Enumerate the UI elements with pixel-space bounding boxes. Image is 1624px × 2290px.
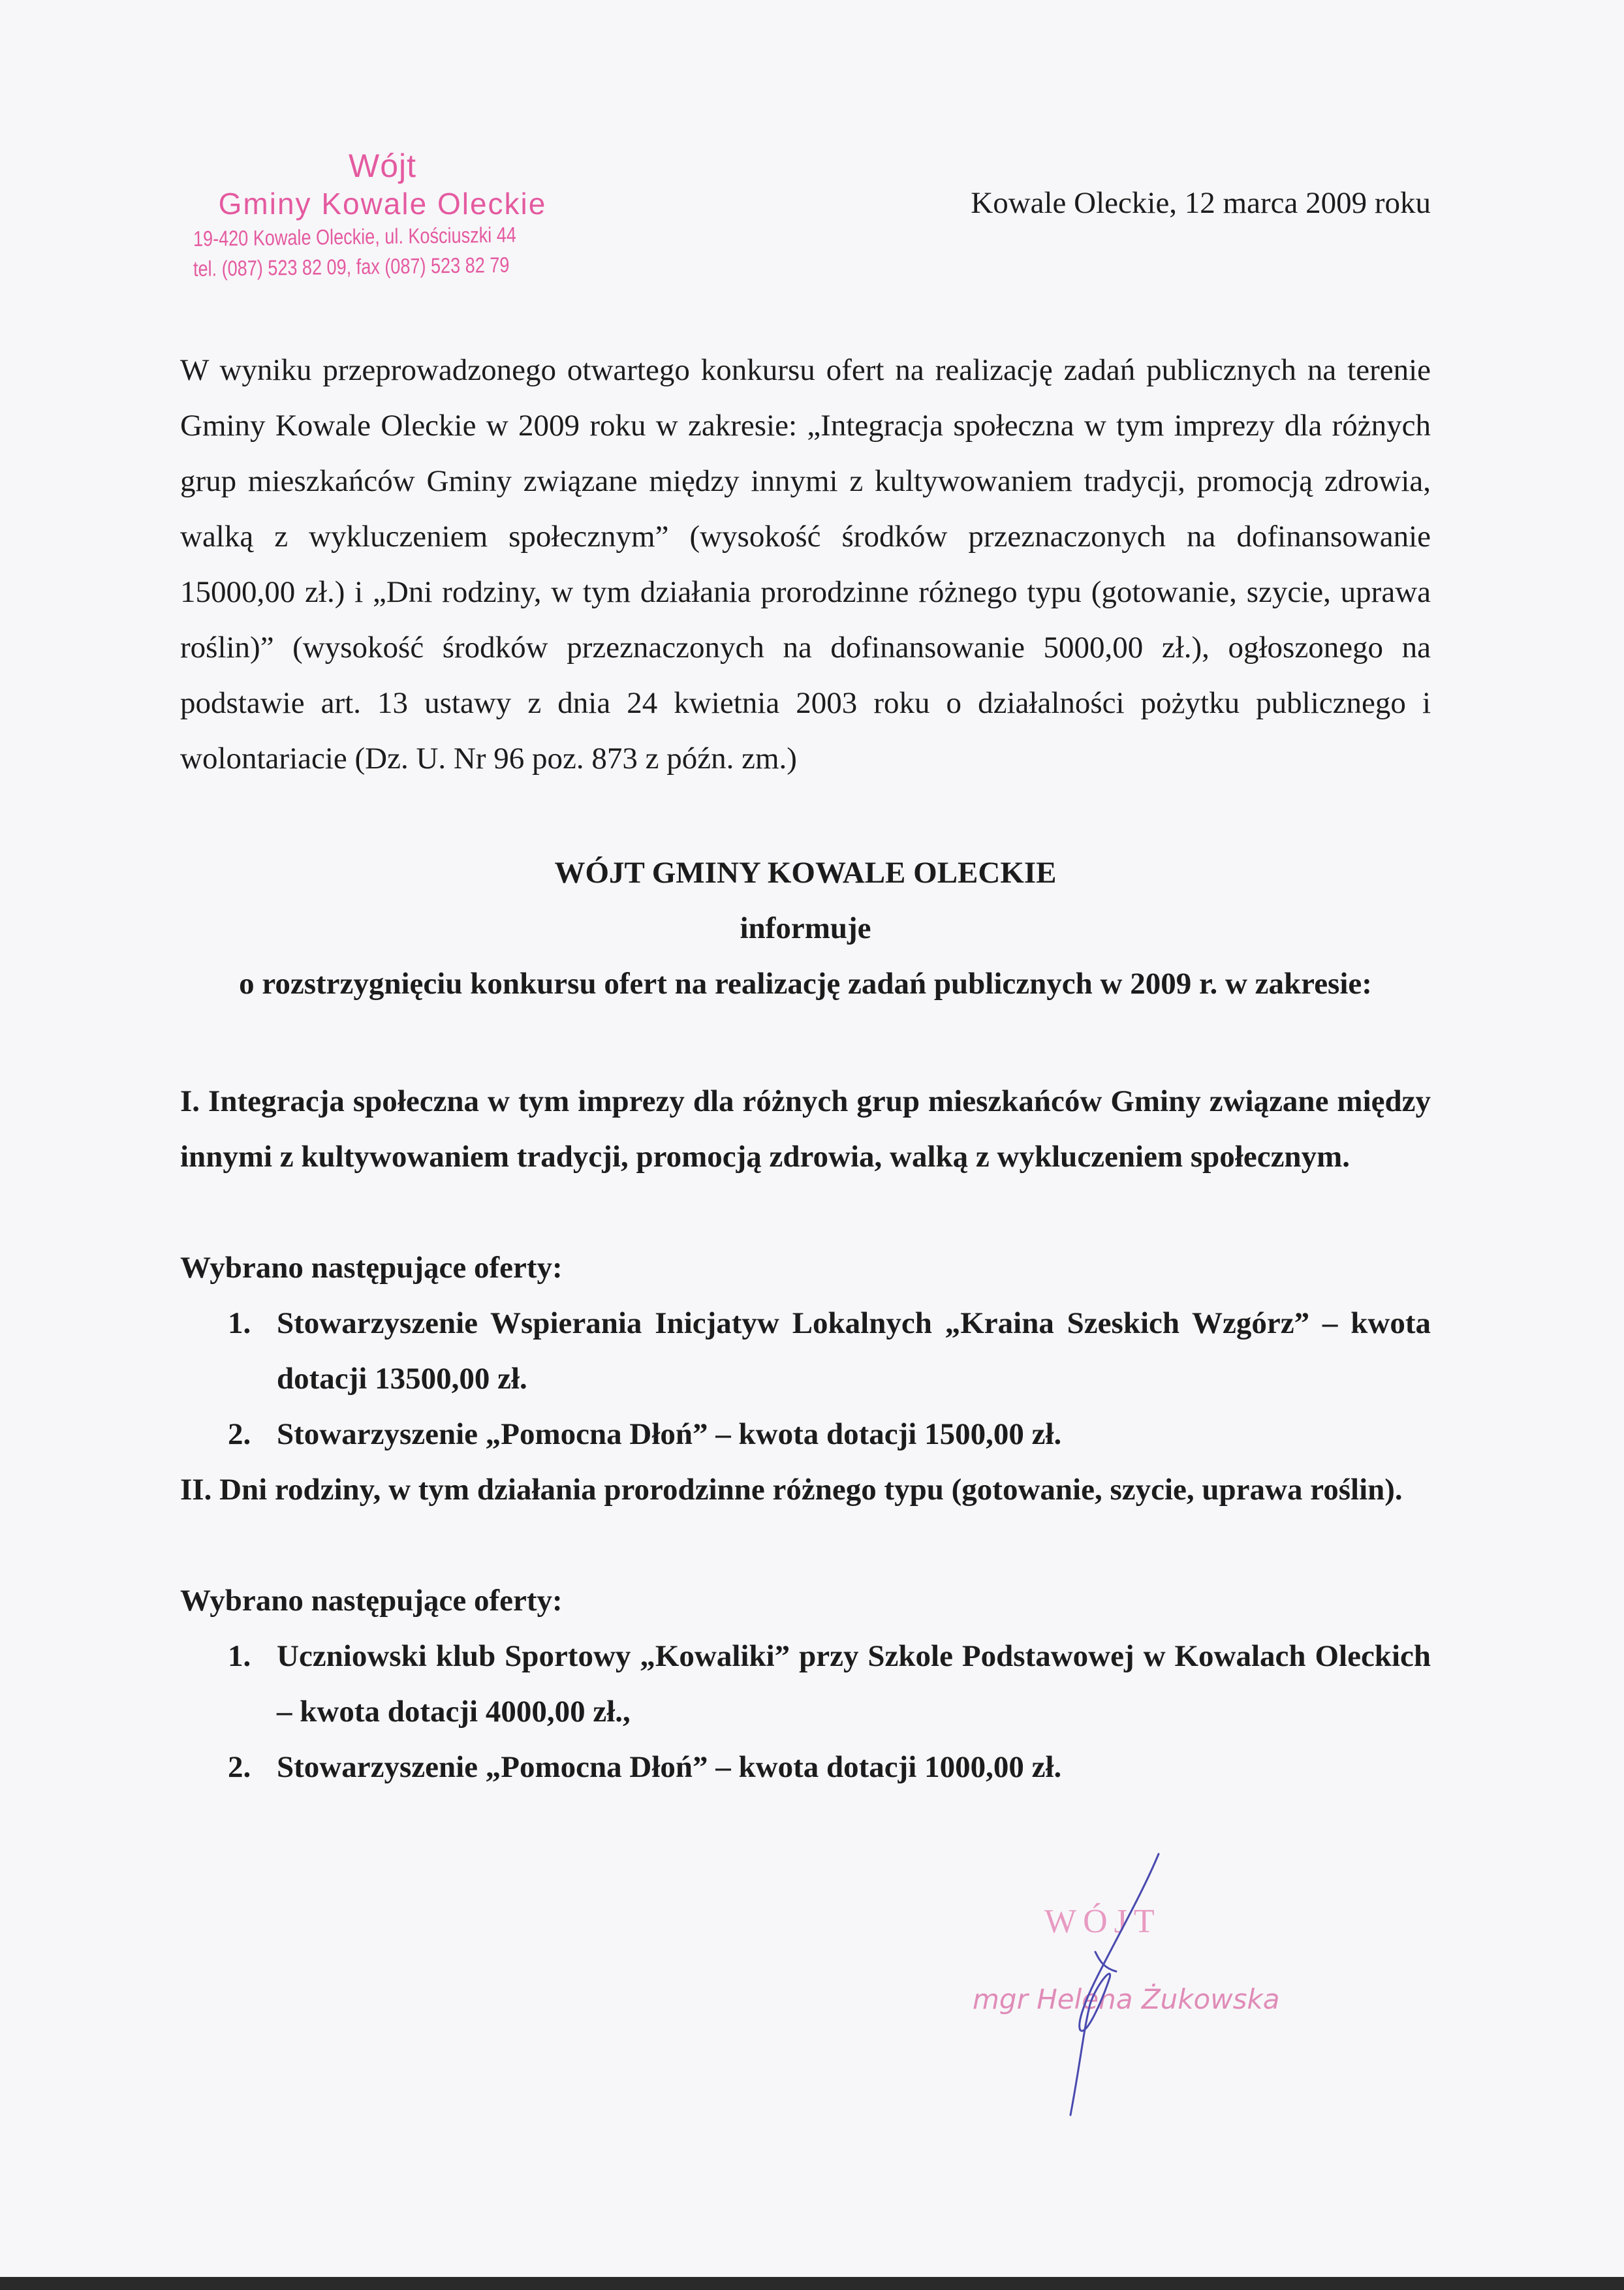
- list-item: [180, 1296, 1431, 1407]
- list-item-text: Stowarzyszenie „Pomocna Dłoń” – kwota dotacji 1500,00 zł.: [277, 1417, 1062, 1451]
- announcement-verb: informuje: [740, 911, 871, 945]
- stamp-subtitle: Gminy Kowale Oleckie: [218, 187, 547, 221]
- list-item-number: 2.: [228, 1417, 251, 1451]
- stamp-title: Wójt: [349, 148, 416, 184]
- list-item: [180, 1407, 1431, 1462]
- intro-paragraph: W wyniku przeprowadzonego otwartego konkursu ofert na realizację zadań publicznych na terenie Gminy Kowale Oleckie w 2009 roku w zakresie: „Integracja społeczna w tym imprezy dla różnych grup mieszkańców Gminy związane między innymi z kultywowaniem tradycji, promocją zdrowia, walką z wykluczeniem społecznym” (wysokość środków przeznaczonych na dofinansowanie 15000,00 zł.) i „Dni rodziny, w tym działania prorodzinne różnego typu (gotowanie, szycie, uprawa roślin)” (wysokość środków przeznaczonych na dofinansowanie 5000,00 zł.), ogłoszonego na podstawie art. 13 ustawy z dnia 24 kwietnia 2003 roku o działalności pożytku publicznego i wolontariacie (Dz. U. Nr 96 poz. 873 z późn. zm.): [180, 353, 1431, 776]
- announcement-subject: o rozstrzygnięciu konkursu ofert na realizację zadań publicznych w 2009 r. w zakresie:: [239, 967, 1372, 1001]
- list-item-number: 1.: [228, 1639, 251, 1673]
- list-item-text: Stowarzyszenie „Pomocna Dłoń” – kwota dotacji 1000,00 zł.: [277, 1750, 1062, 1784]
- announcement-title: WÓJT GMINY KOWALE OLECKIE: [554, 856, 1057, 890]
- signature-stamp-title: WÓJT: [1044, 1903, 1161, 1940]
- document-date: Kowale Oleckie, 12 marca 2009 roku: [971, 186, 1431, 220]
- list-item-text: Stowarzyszenie Wspierania Inicjatyw Lokalnych „Kraina Szeskich Wzgórz” – kwota dotacji 13500,00 zł.: [277, 1306, 1431, 1396]
- signature-stamp-name: mgr Helena Żukowska: [973, 1983, 1280, 2015]
- section-2-title: II. Dni rodziny, w tym działania prorodzinne różnego typu (gotowanie, szycie, uprawa roślin).: [180, 1473, 1403, 1507]
- list-item: [180, 1740, 1431, 1795]
- handwritten-signature: [1018, 1847, 1188, 2122]
- list-item-number: 2.: [228, 1750, 251, 1784]
- section-1-selected-label: Wybrano następujące oferty:: [180, 1251, 563, 1285]
- scan-edge: [0, 2277, 1624, 2290]
- stamp-phone: tel. (087) 523 82 09, fax (087) 523 82 79: [193, 252, 510, 281]
- list-item-text: Uczniowski klub Sportowy „Kowaliki” przy Szkole Podstawowej w Kowalach Oleckich – kwota dotacji 4000,00 zł.,: [277, 1639, 1431, 1729]
- list-item-number: 1.: [228, 1306, 251, 1340]
- list-item: [180, 1629, 1431, 1740]
- section-2-offers: [180, 1629, 1431, 1795]
- section-1-title: I. Integracja społeczna w tym imprezy dla różnych grup mieszkańców Gminy związane między innymi z kultywowaniem tradycji, promocją zdrowia, walką z wykluczeniem społecznym.: [180, 1084, 1431, 1174]
- section-1-offers: [180, 1296, 1431, 1462]
- section-2-selected-label: Wybrano następujące oferty:: [180, 1584, 563, 1618]
- stamp-address: 19-420 Kowale Oleckie, ul. Kościuszki 44: [193, 222, 516, 251]
- signature-stroke: [1070, 1854, 1159, 2115]
